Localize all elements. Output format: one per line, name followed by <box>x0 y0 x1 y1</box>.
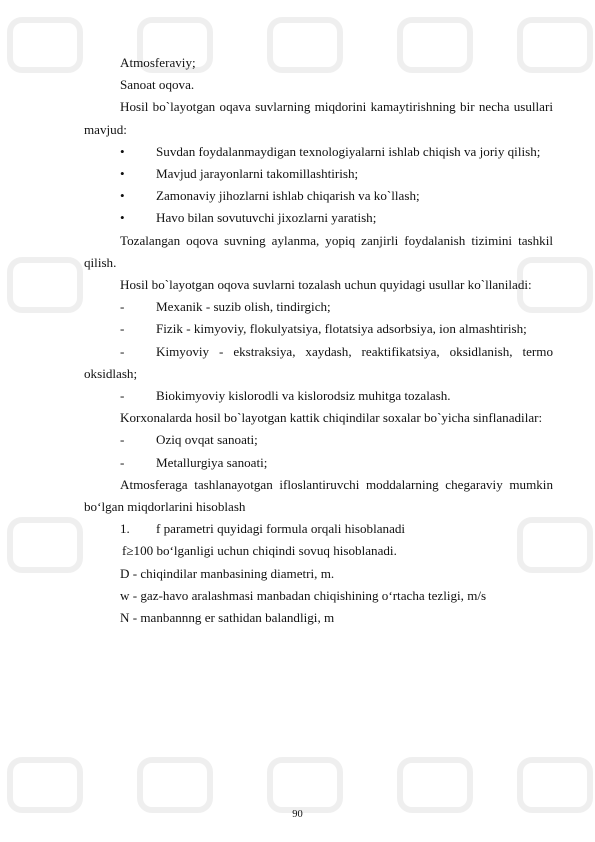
dash-item <box>84 385 553 407</box>
dash-text: Mexanik - suzib olish, tindirgich; <box>156 299 331 315</box>
dash-item <box>84 318 553 340</box>
bullet-marker: • <box>120 166 125 182</box>
paragraph-intro-methods: Hosil bo`layotgan oqava suvlarning miqdorini kamaytirishning bir necha usullari mavjud: <box>84 99 553 137</box>
definition-w: w - gaz-havo aralashmasi manbadan chiqishining o‘rtacha tezligi, m/s <box>120 587 487 603</box>
paragraph-solid-waste: Korxonalarda hosil bo`layotgan kattik chiqindilar soxalar bo`yicha sinflanadilar: <box>120 410 543 426</box>
dash-item <box>84 452 553 474</box>
dash-marker: - <box>120 432 125 448</box>
page-number: 90 <box>292 809 303 820</box>
dash-text: Biokimyoviy kislorodli va kislorodsiz muhitga tozalash. <box>156 388 451 404</box>
dash-text: Metallurgiya sanoati; <box>156 454 268 470</box>
paragraph-sanoat-oqova: Sanoat oqova. <box>120 77 195 93</box>
bullet-text: Suvdan foydalanmaydigan texnologiyalarni ishlab chiqish va joriy qilish; <box>156 143 541 159</box>
dash-marker: - <box>120 388 125 404</box>
paragraph-closed-loop: Tozalangan oqova suvning aylanma, yopiq zanjirli foydalanish tizimini tashkil qilish. <box>84 232 553 270</box>
dash-marker: - <box>120 299 125 315</box>
dash-item <box>84 429 553 451</box>
dash-marker: - <box>120 454 125 470</box>
formula-condition: f≥100 bo‘lganligi uchun chiqindi sovuq hisoblanadi. <box>122 543 397 559</box>
dash-item <box>84 296 553 318</box>
bullet-item <box>84 207 553 229</box>
bullet-item <box>84 163 553 185</box>
dash-text: Fizik - kimyoviy, flokulyatsiya, flotatsiya adsorbsiya, ion almashtirish; <box>156 321 527 337</box>
definition-n: N - manbannng er sathidan balandligi, m <box>120 610 335 626</box>
bullet-item <box>84 185 553 207</box>
document-body <box>84 52 553 629</box>
bullet-text: Zamonaviy jihozlarni ishlab chiqarish va ko`llash; <box>156 188 420 204</box>
dash-marker: - <box>120 343 125 359</box>
paragraph-atmosferaviy: Atmosferaviy; <box>120 55 196 70</box>
paragraph-cleaning-methods: Hosil bo`layotgan oqova suvlarni tozalash uchun quyidagi usullar ko`llaniladi: <box>120 277 532 293</box>
bullet-text: Mavjud jarayonlarni takomillashtirish; <box>156 166 359 182</box>
number-marker: 1. <box>120 521 130 537</box>
dash-text: Kimyoviy - ekstraksiya, xaydash, reaktifikatsiya, oksidlanish, termo oksidlash; <box>84 343 553 381</box>
bullet-marker: • <box>120 188 125 204</box>
bullet-text: Havo bilan sovutuvchi jixozlarni yaratish; <box>156 210 377 226</box>
bullet-marker: • <box>120 143 125 159</box>
definition-d: D - chiqindilar manbasining diametri, m. <box>120 565 335 581</box>
paragraph-emission-limits: Atmosferaga tashlanayotgan ifloslantiruvchi moddalarning chegaraviy mumkin bo‘lgan miqdorlarini hisoblash <box>84 476 553 515</box>
numbered-item <box>84 518 553 540</box>
dash-item <box>84 341 553 385</box>
dash-text: Oziq ovqat sanoati; <box>156 432 258 448</box>
dash-marker: - <box>120 321 125 337</box>
bullet-marker: • <box>120 210 125 226</box>
bullet-item <box>84 141 553 163</box>
numbered-text: f parametri quyidagi formula orqali hisoblanadi <box>156 521 406 537</box>
